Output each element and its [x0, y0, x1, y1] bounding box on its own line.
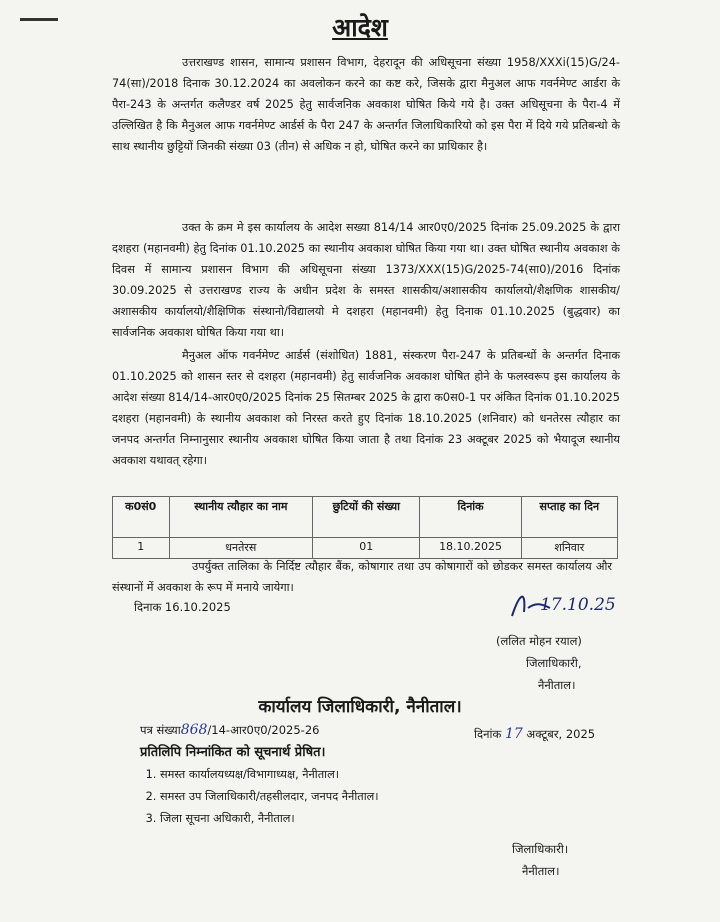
cell-weekday: शनिवार: [521, 538, 617, 559]
footer-title: जिलाधिकारी।: [512, 842, 569, 856]
list-item: 2. समस्त उप जिलाधिकारी/तहसीलदार, जनपद नैनीताल।: [160, 786, 379, 808]
paragraph-3: [112, 345, 620, 471]
cell-sno: 1: [113, 538, 170, 559]
handwritten-date: 17.10.25: [540, 595, 616, 615]
paragraph-2: [112, 217, 620, 343]
table-header-row: [113, 497, 618, 538]
letter-date-prefix: दिनांक: [474, 727, 502, 741]
order-date: दिनाक 16.10.2025: [134, 600, 231, 614]
paragraph-1: [112, 52, 620, 157]
letter-number-rest: /14-आर0ए0/2025-26: [207, 723, 320, 737]
letter-date: [474, 726, 595, 742]
paragraph-3-text: मैनुअल ऑफ गवर्नमेण्ट आर्डर्स (संशोधित) 1881, संस्करण पैरा-247 के प्रतिबन्धों के अन्तर्गत दिनाक 01.10.2025 को शासन स्तर से दशहरा (महानवमी) हेतु सार्वजनिक अवकाश घोषित होने के फलस्वरूप इस कार्यालय के आदेश संख्या 814/14-आर0ए0/2025 दिनांक 25 सितम्बर 2025 के द्वारा क0स0-1 पर अंकित दिनांक 01.10.2025 दशहरा (महानवमी) के स्थानीय अवकाश को निरस्त करते हुए दिनांक 18.10.2025 (शनिवार) को धनतेरस त्यौहार का जनपद अन्तर्गत निम्नानुसार स्थानीय अवकाश घोषित किया जाता है तथा दिनांक 23 अक्टूबर 2025 को भैयादूज स्थानीय अवकाश यथावत् रहेगा।: [112, 349, 620, 467]
letter-number-handwritten: 868: [180, 722, 208, 738]
list-item: 1. समस्त कार्यालयध्यक्ष/विभागाध्यक्ष, नैनीताल।: [160, 764, 379, 786]
signatory-name: (ललित मोहन रयाल): [496, 634, 582, 648]
paragraph-4-text: उपर्युक्त तालिका के निर्दिष्ट त्यौहार बैंक, कोषागार तथा उप कोषागारों को छोडकर समस्त कार्यालय और संस्थानों में अवकाश के रूप में मनाये जायेगा।: [112, 560, 612, 594]
copy-line: प्रतिलिपि निम्नांकित को सूचनार्थ प्रेषित।: [140, 745, 326, 760]
letter-number: [140, 722, 319, 738]
signatory-place: नैनीताल।: [538, 678, 576, 692]
letter-date-rest: अक्टूबर, 2025: [526, 727, 596, 741]
cell-festival: धनतेरस: [169, 538, 313, 559]
cell-date: 18.10.2025: [420, 538, 521, 559]
signatory-title: जिलाधिकारी,: [526, 656, 582, 670]
col-header-sno: क0सं0: [113, 497, 170, 538]
paragraph-2-text: उक्त के क्रम मे इस कार्यालय के आदेश सख्या 814/14 आर0ए0/2025 दिनांक 25.09.2025 के द्वारा दशहरा (महानवमी) हेतु दिनांक 01.10.2025 का स्थानीय अवकाश घोषित किया गया था। उक्त घोषित स्थानीय अवकाश के दिवस में सामान्य प्रशासन विभाग की अधिसूचना संख्या 1373/XXX(15)G/2025-74(सा0)/2016 दिनांक 30.09.2025 से उत्तराखण्ड राज्य के अधीन प्रदेश के समस्त शासकीय/अशासकीय कार्यालयो/शैक्षणिक शासकीय/अशासकीय कार्यालयो/शैक्षिणिक संस्थानो/विद्यालयो मे दशहरा (महानवमी) हेतु दिनाक 01.10.2025 (बुद्धवार) का सार्वजनिक अवकाश घोषित किया गया था।: [112, 221, 620, 339]
letter-date-handwritten: 17: [504, 726, 523, 742]
copy-list: [132, 764, 379, 830]
col-header-weekday: सप्ताह का दिन: [521, 497, 617, 538]
cell-count: 01: [313, 538, 420, 559]
letter-prefix: पत्र संख्या: [140, 723, 181, 737]
col-header-date: दिनांक: [420, 497, 521, 538]
signature-scribble: [506, 582, 636, 622]
col-header-count: छुटियों की संख्या: [313, 497, 420, 538]
paragraph-1-text: उत्तराखण्ड शासन, सामान्य प्रशासन विभाग, देहरादून की अधिसूचना संख्या 1958/XXXi(15)G/24-74(सा)/2018 दिनाक 30.12.2024 का अवलोकन करने का कष्ट करे, जिसके द्वारा मैनुअल आफ गवर्नमेण्ट आर्डरा के पैरा-243 के अन्तर्गत कलैण्डर वर्ष 2025 हेतु सार्वजनिक अवकाश घोषित किये गये है। उक्त अधिसूचना के पैरा-4 में उल्लिखित है कि मैनुअल आफ गवर्नमेण्ट आर्डर्स के पैरा 247 के अन्तर्गत जिलाधिकारियो को इस पैरा में दिये गये प्रतिबन्धो के साथ स्थानीय छुट्टियों जिनकी संख्या 03 (तीन) से अधिक न हो, घोषित करने का प्राधिकार है।: [112, 56, 620, 153]
office-title: कार्यालय जिलाधिकारी, नैनीताल।: [258, 697, 462, 717]
footer-place: नैनीताल।: [522, 864, 560, 878]
holiday-table: [112, 496, 618, 559]
document-heading: आदेश: [332, 13, 388, 42]
col-header-festival: स्थानीय त्यौहार का नाम: [169, 497, 313, 538]
list-item: 3. जिला सूचना अधिकारी, नैनीताल।: [160, 808, 379, 830]
